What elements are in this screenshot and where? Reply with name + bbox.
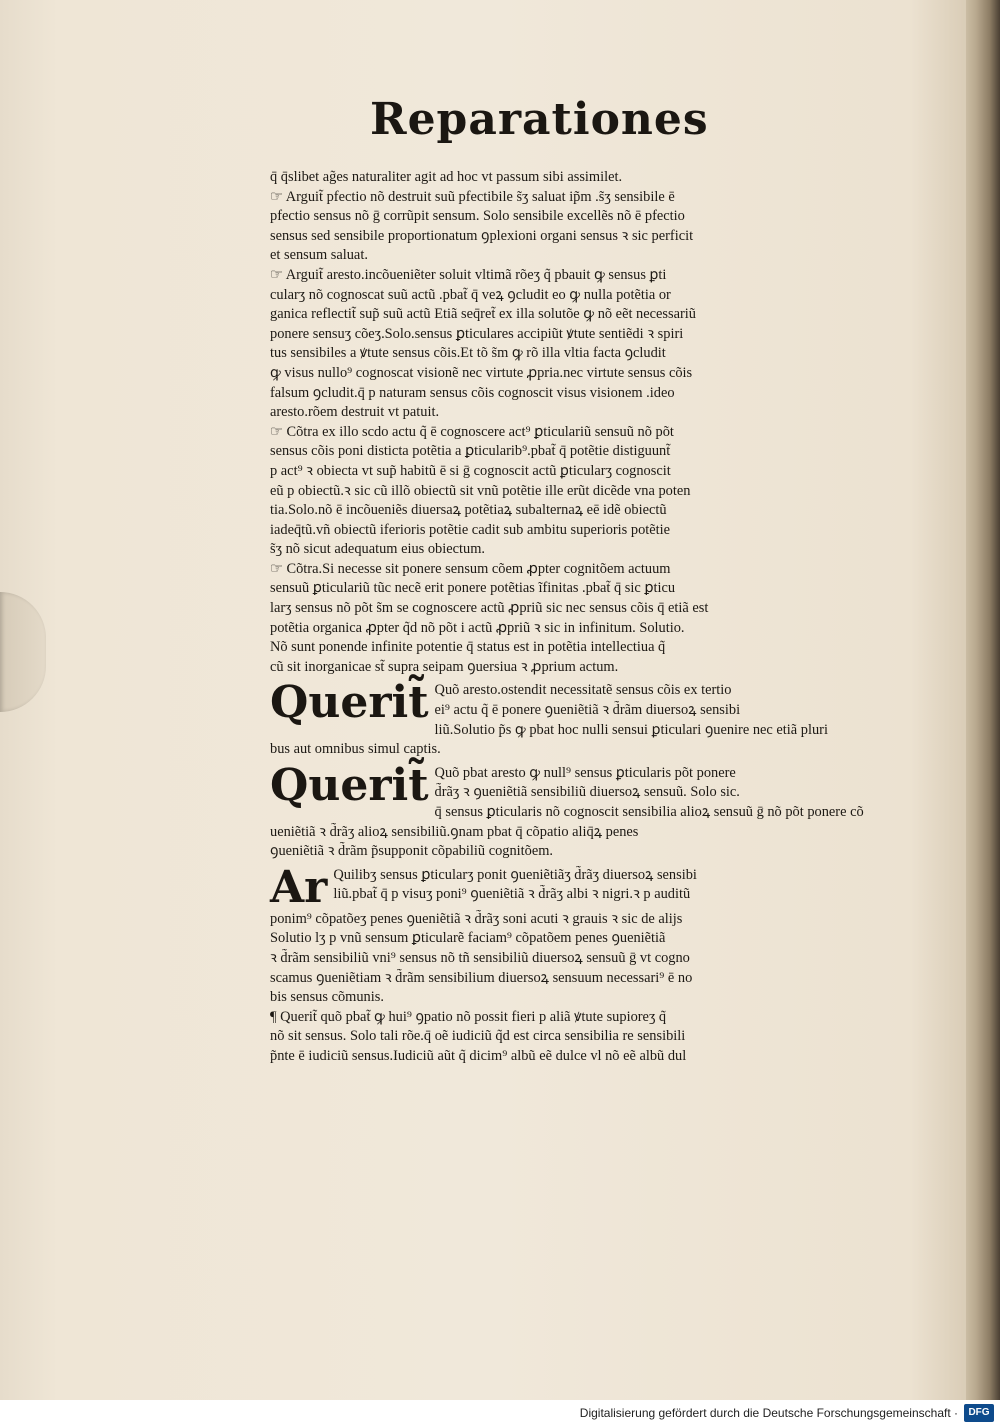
text-line: bis sensus cõmunis. (270, 989, 384, 1006)
paragraph (270, 266, 870, 423)
text-line: sensuũ ꝑticulariũ tũc necẽ erit ponere potẽtias ĩfinitas .pbat̃ q̄ sic ꝑticu (270, 580, 676, 597)
text-line: ponere sensuʒ cõeʒ.Solo.sensus ꝑticulares accipiũt ꝟtute sentiẽdi ꝛ spiri (270, 325, 684, 342)
text-line: p act⁹ ꝛ obiecta vt sup̃ habitũ ē si ḡ cognoscit actũ ꝑticularʒ cognoscit (270, 462, 671, 479)
text-line: sensus sed sensibile proportionatum ꝯplexioni organi sensus ꝛ sic perficit (270, 227, 694, 244)
text-line: ¶ Querit̃ quõ pbat̃ ꝙ hui⁹ ꝯpatio nõ possit fieri p aliã ꝟtute supioreʒ q̃ (270, 1008, 667, 1025)
body-text (270, 168, 870, 1067)
text-line: eũ p obiectũ.ꝛ sic cũ illõ obiectũ sit vnũ potẽtie ille erũt dicẽde vna poten (270, 482, 691, 499)
text-line: ꝛ d̃rãm sensibiliũ vni⁹ sensus nõ tñ sensibiliũ diuersoꝝ sensuũ ḡ vt cogno (270, 949, 690, 966)
dfg-logo: DFG (964, 1404, 994, 1422)
text-line: falsum ꝯcludit.q̄ p naturam sensus cõis cognoscit visus visionem .ideo (270, 384, 675, 401)
text-line: nõ sit sensus. Solo tali rõe.q̄ oẽ iudiciũ q̃d est circa sensibilia re sensibili (270, 1028, 686, 1045)
text-line: iadeq̄tũ.vñ obiectũ iferioris potẽtie cadit sub ambitu superioris potẽtie (270, 521, 671, 538)
text-line: cularʒ nõ cognoscat suũ actũ .pbat̃ q̄ veꝝ ꝯcludit eo ꝙ nulla potẽtia or (270, 286, 671, 303)
text-line: ꝙ visus nullo⁹ cognoscat visionẽ nec virtute ꝓpria.nec virtute sensus cõis (270, 364, 693, 381)
text-line: Quõ pbat aresto ꝙ null⁹ sensus ꝑticularis põt ponere (434, 764, 736, 781)
text-line: q̄ q̄slibet ag̃es naturaliter agit ad hoc vt passum sibi assimilet. (270, 169, 623, 185)
text-line: aresto.rõem destruit vt patuit. (270, 404, 440, 421)
paragraph (270, 168, 870, 188)
text-line: liũ.pbat̃ q̄ p visuʒ poni⁹ ꝯueniẽtiã ꝛ d̃rãʒ albi ꝛ nigri.ꝛ p auditũ (333, 886, 691, 903)
text-line: Nõ sunt ponende infinite potentie q̄ status est in potẽtia intellectiua q̃ (270, 639, 666, 656)
text-line: d̃rãʒ ꝛ ꝯueniẽtiã sensibiliũ diuersoꝝ sensuũ. Solo sic. (434, 784, 740, 801)
text-line: pfectio sensus nõ ḡ corrũpit sensum. Solo sensibile excellẽs nõ ē pfectio (270, 208, 685, 225)
text-line: bus aut omnibus simul captis. (270, 741, 441, 758)
text-line: ponim⁹ cõpatõeʒ penes ꝯueniẽtiã ꝛ d̃rãʒ soni acuti ꝛ grauis ꝛ sic de alijs (270, 910, 683, 927)
text-line: ꝯueniẽtiã ꝛ d̃rãm p̃supponit cõpabiliũ cognitõem. (270, 843, 554, 860)
initial-paragraph (270, 759, 870, 862)
text-line: Solutio lʒ p vnũ sensum ꝑticularẽ faciam⁹ cõpatõem penes ꝯueniẽtiã (270, 930, 666, 947)
text-line: et sensum saluat. (270, 247, 368, 264)
text-line: tus sensibiles a ꝟtute sensus cõis.Et tõ s̃m ꝙ rõ illa vltia facta ꝯcludit (270, 345, 666, 362)
footer-bar (0, 1400, 1000, 1426)
paragraph (270, 560, 870, 678)
text-line: ☞ Arguit̃ aresto.incõueniẽter soluit vltimã rõeʒ q̃ pbauit ꝙ sensus ꝑti (270, 266, 667, 283)
text-line: ganica reflectit̃ sup̃ suũ actũ Etiã seq̄ret̃ ex illa solutõe ꝙ nõ eẽt necessariũ (270, 306, 696, 323)
text-line: ueniẽtiã ꝛ d̃rãʒ alioꝝ sensibiliũ.ꝯnam pbat q̄ cõpatio aliq̄ꝝ penes (270, 823, 639, 840)
text-line: sensus cõis poni disticta potẽtia a ꝑticularib⁹.pbat̃ q̄ potẽtie distiguunt̃ (270, 443, 671, 460)
paragraph (270, 188, 870, 266)
text-line: cũ sit inorganicae st̃ supra seipam ꝯuersiua ꝛ ꝓprium actum. (270, 658, 619, 675)
text-line: scamus ꝯueniẽtiam ꝛ d̃rãm sensibilium diuersoꝝ sensuum necessari⁹ ē no (270, 969, 693, 986)
text-line: q̄ sensus ꝑticularis nõ cognoscit sensibilia alioꝝ sensuũ ḡ nõ põt ponere cõ (434, 804, 864, 820)
running-title: Reparationes (370, 94, 709, 145)
text-line: ei⁹ actu q̃ ē ponere ꝯueniẽtiã ꝛ d̃rãm diuersoꝝ sensibi (434, 702, 741, 719)
decorated-initial: Querit̃ (270, 759, 429, 811)
decorated-initial: Ar (270, 861, 328, 913)
text-line: tia.Solo.nõ ē incõueniẽs diuersaꝝ potẽtiaꝝ subalternaꝝ eē idẽ obiectũ (270, 502, 667, 519)
text-line: potẽtia organica ꝓpter q̃d nõ põt i actũ ꝓpriũ ꝛ sic in infinitum. Solutio. (270, 619, 685, 636)
initial-paragraph (270, 861, 870, 1008)
paragraph (270, 423, 870, 560)
text-line: ☞ Cõtra ex illo scdo actu q̃ ē cognoscere act⁹ ꝑticulariũ sensuũ nõ põt (270, 423, 674, 440)
text-line: p̃nte ē iudiciũ sensus.Iudiciũ aũt q̃ dicim⁹ albũ eẽ dulce vl nõ eẽ albũ dul (270, 1047, 687, 1064)
footer-credit: Digitalisierung gefördert durch die Deutsche Forschungsgemeinschaft · (579, 1406, 958, 1420)
paragraph (270, 1008, 870, 1067)
text-line: ☞ Cõtra.Si necesse sit ponere sensum cõem ꝓpter cognitõem actuum (270, 560, 671, 577)
decorated-initial: Querit̃ (270, 677, 429, 729)
text-line: liũ.Solutio p̃s ꝙ pbat hoc nulli sensui ꝑticulari ꝯuenire nec etiã pluri (434, 721, 828, 738)
initial-paragraph (270, 677, 870, 759)
page-edge (966, 0, 1000, 1400)
text-line: ☞ Arguit̃ pfectio nõ destruit suũ pfectibile s̃ʒ saluat ip̃m .s̃ʒ sensibile ē (270, 188, 675, 205)
text-line: s̃ʒ nõ sicut adequatum eius obiectum. (270, 541, 486, 558)
text-line: Quilibʒ sensus ꝑticularʒ ponit ꝯueniẽtiãʒ d̃rãʒ diuersoꝝ sensibi (333, 866, 697, 883)
text-line: larʒ sensus nõ põt s̃m se cognoscere actũ ꝓpriũ sic nec sensus cõis q̄ etiã est (270, 600, 709, 617)
text-line: Quõ aresto.ostendit necessitatẽ sensus cõis ex tertio (434, 682, 732, 699)
